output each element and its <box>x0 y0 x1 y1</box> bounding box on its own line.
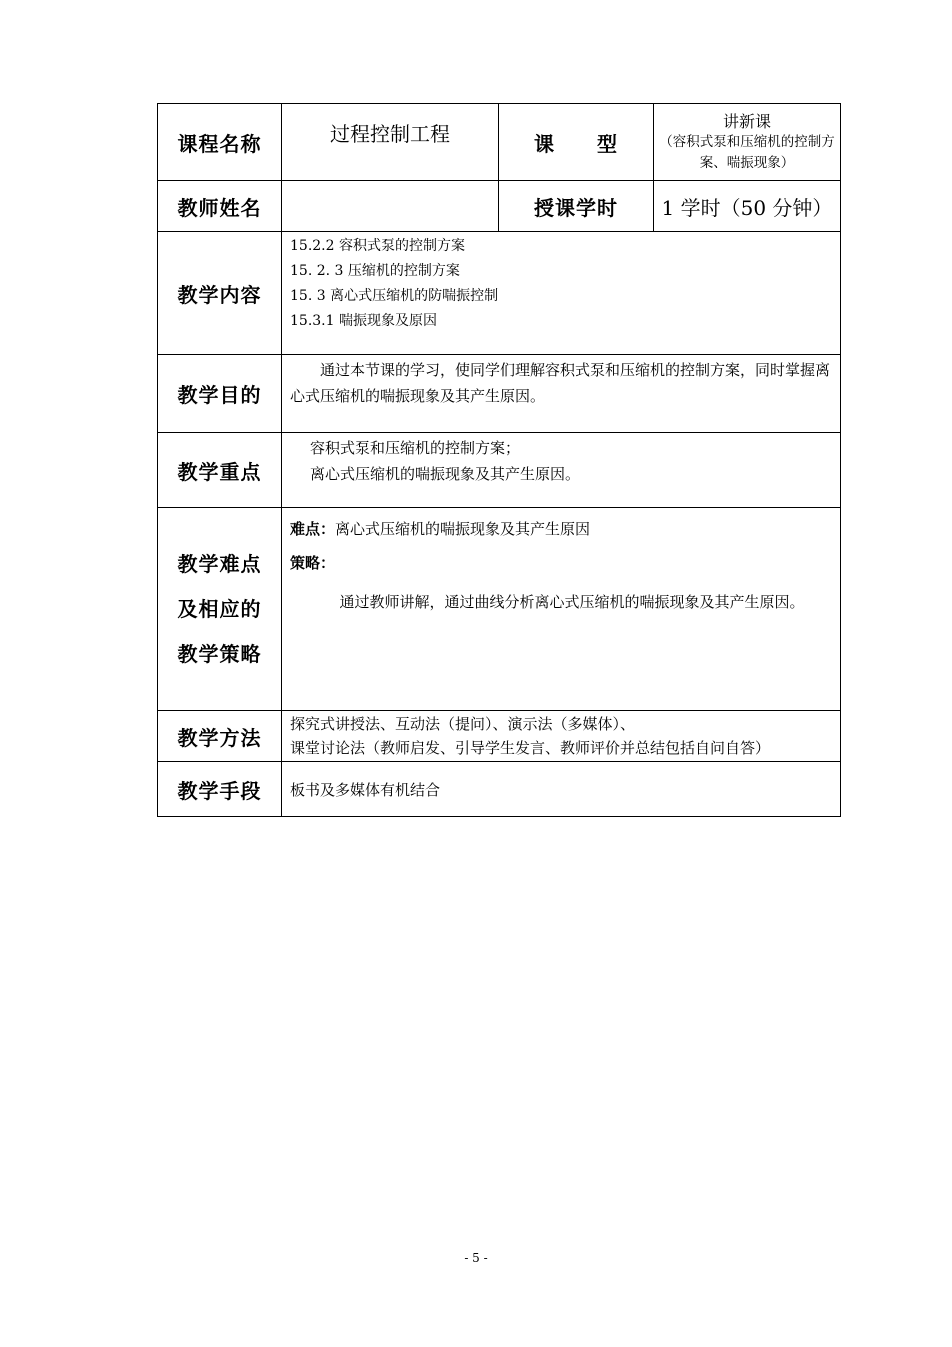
course-type-label: 课 型 <box>499 104 654 181</box>
key-point: 容积式泵和压缩机的控制方案； <box>310 439 521 457</box>
strategy-text: 通过教师讲解，通过曲线分析离心式压缩机的喘振现象及其产生原因。 <box>339 593 805 611</box>
hours-label: 授课学时 <box>499 181 654 232</box>
difficulty-label-line: 及相应的 <box>177 596 262 621</box>
page-number: - 5 - <box>464 1251 488 1265</box>
method-label: 教学方法 <box>158 711 282 762</box>
method-cell <box>282 711 841 762</box>
row-teacher <box>158 181 841 232</box>
difficulty-cell <box>282 508 841 711</box>
difficulty-line <box>290 516 832 546</box>
row-course-name <box>158 104 841 181</box>
difficulty-title: 难点： <box>290 520 336 538</box>
content-item: 15. 3 离心式压缩机的防喘振控制 <box>290 288 499 304</box>
teacher-name-value <box>282 181 499 232</box>
difficulty-text: 离心式压缩机的喘振现象及其产生原因 <box>335 520 591 538</box>
difficulty-label <box>158 508 282 711</box>
content-cell <box>282 232 841 355</box>
course-name-value: 过程控制工程 <box>282 104 499 181</box>
course-type-cell <box>654 104 841 181</box>
objective-cell <box>282 355 841 433</box>
means-label: 教学手段 <box>158 762 282 817</box>
objective-label: 教学目的 <box>158 355 282 433</box>
row-method <box>158 711 841 762</box>
method-line: 探究式讲授法、互动法（提问）、演示法（多媒体）、 <box>290 715 636 733</box>
row-difficulty <box>158 508 841 711</box>
method-line: 课堂讨论法（教师启发、引导学生发言、教师评价并总结包括自问自答） <box>290 739 771 757</box>
hours-value: 1 学时（50 分钟） <box>654 181 841 232</box>
lesson-plan-table <box>157 103 841 817</box>
key-points-cell <box>282 433 841 508</box>
key-points-label: 教学重点 <box>158 433 282 508</box>
objective-text: 通过本节课的学习，使同学们理解容积式泵和压缩机的控制方案，同时掌握离心式压缩机的喘振现象及其产生原因。 <box>290 361 831 405</box>
content-item: 15. 2. 3 压缩机的控制方案 <box>290 263 460 279</box>
content-item: 15.2.2 容积式泵的控制方案 <box>290 238 465 254</box>
strategy-title: 策略： <box>290 554 336 572</box>
means-text: 板书及多媒体有机结合 <box>282 762 841 817</box>
difficulty-label-line: 教学难点 <box>177 551 262 576</box>
course-type-main: 讲新课 <box>722 111 771 131</box>
row-key-points <box>158 433 841 508</box>
key-point: 离心式压缩机的喘振现象及其产生原因。 <box>310 465 581 483</box>
content-label: 教学内容 <box>158 232 282 355</box>
difficulty-label-line: 教学策略 <box>177 641 262 666</box>
row-means <box>158 762 841 817</box>
row-content <box>158 232 841 355</box>
course-name-label: 课程名称 <box>158 104 282 181</box>
row-objective <box>158 355 841 433</box>
content-item: 15.3.1 喘振现象及原因 <box>290 313 437 329</box>
course-type-detail: （容积式泵和压缩机的控制方案、喘振现象） <box>659 133 835 171</box>
teacher-label: 教师姓名 <box>158 181 282 232</box>
